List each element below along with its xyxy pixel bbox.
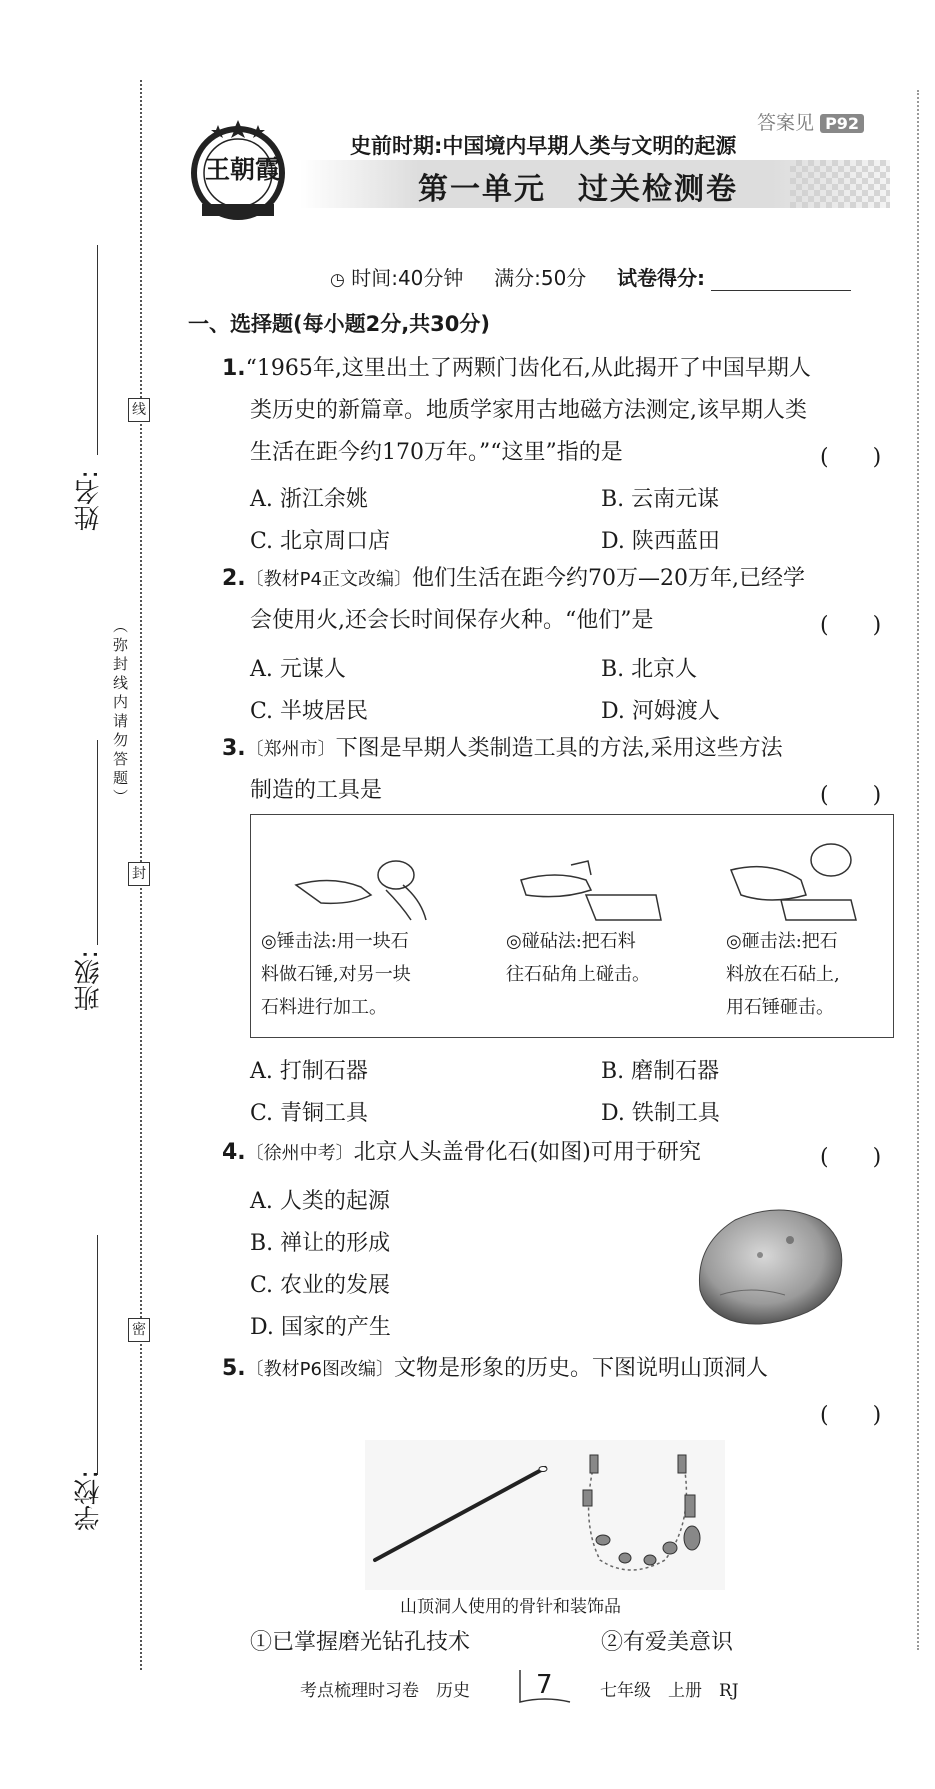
class-underline [97,740,98,945]
name-underline [97,245,98,455]
caption-line: 料放在石砧上, [726,964,840,985]
school-label: 学校: [74,1470,104,1531]
question-number: 4. [222,1140,246,1165]
caption-line: ◎碰砧法:把石料 [506,931,636,952]
option-c[interactable]: C. 半坡居民 [250,699,369,724]
question-tag: 〔徐州中考〕 [245,1143,354,1164]
seal-mi-mark: 密 [128,1318,150,1342]
figure-caption: 山顶洞人使用的骨针和装饰品 [400,1597,621,1617]
question-2 [222,558,805,601]
option-b[interactable]: B. 北京人 [601,657,698,682]
answer-paren[interactable]: ( ) [820,1145,882,1170]
question-tag: 〔教材P6图改编〕 [245,1359,394,1380]
name-label: 姓名: [74,470,104,531]
option-b[interactable]: B. 禅让的形成 [250,1231,391,1256]
question-tag: 〔教材P4正文改编〕 [245,569,412,590]
question-text-line: “1965年,这里出土了两颗门齿化石,从此揭开了中国早期人 [245,356,811,381]
full-score-text: 满分:50分 [494,266,587,290]
skull-fossil-image [690,1195,850,1335]
answer-paren[interactable]: ( ) [820,445,882,470]
score-blank[interactable] [711,270,851,291]
question-text-line: 他们生活在距今约70万—20万年,已经学 [411,566,805,591]
page-title: 第一单元 过关检测卷 [418,172,738,207]
footer-right: 七年级 上册 RJ [600,1681,739,1701]
question-text-line: 生活在距今约170万年。”“这里”指的是 [250,440,623,465]
caption-line: 用石锤砸击。 [726,997,834,1018]
option-c[interactable]: C. 青铜工具 [250,1101,369,1126]
option-c[interactable]: C. 农业的发展 [250,1273,391,1298]
anvil-method-caption [506,925,650,991]
caption-line: ◎锤击法:用一块石 [261,931,409,952]
school-underline [97,1235,98,1475]
option-d[interactable]: D. 国家的产生 [250,1315,391,1340]
question-text-line: 类历史的新篇章。地质学家用古地磁方法测定,该早期人类 [250,398,807,423]
right-dotted-line [917,90,919,1650]
question-number: 3. [222,736,246,761]
seal-notice: （弥封线内请勿答题） [111,618,129,808]
seal-feng-mark: 封 [128,862,150,886]
option-a[interactable]: A. 打制石器 [250,1059,368,1084]
option-d[interactable]: D. 河姆渡人 [601,699,720,724]
bipolar-method-caption [726,925,840,1024]
time-text: 时间:40分钟 [351,266,464,290]
page-subtitle: 史前时期:中国境内早期人类与文明的起源 [350,134,737,158]
question-text-line: 下图是早期人类制造工具的方法,采用这些方法 [335,736,783,761]
answer-paren[interactable]: ( ) [820,1403,882,1428]
anvil-method-illustration [516,835,666,925]
answer-paren[interactable]: ( ) [820,783,882,808]
bipolar-method-illustration [721,825,871,925]
clock-icon: ◷ [330,270,345,290]
exam-meta [330,262,851,291]
option-b[interactable]: B. 云南元谋 [601,487,720,512]
question-tag: 〔郑州市〕 [245,739,336,760]
answer-paren[interactable]: ( ) [820,613,882,638]
statement-1[interactable]: ①已掌握磨光钻孔技术 [250,1630,471,1655]
question-number: 5. [222,1356,246,1381]
question-4 [222,1132,701,1175]
class-label: 班级: [74,950,104,1011]
caption-line: 往石砧角上碰击。 [506,964,650,985]
question-5 [222,1348,768,1391]
footer-left: 考点梳理时习卷 历史 [300,1681,470,1701]
tool-methods-figure [250,814,894,1038]
score-label: 试卷得分: [617,266,706,290]
answer-reference [757,108,864,135]
question-1 [222,348,811,390]
seal-line-mark: 线 [128,398,150,422]
header-checker-pattern [790,160,890,208]
bone-needle-and-ornaments-image [365,1440,725,1590]
option-a[interactable]: A. 元谋人 [250,657,346,682]
question-text-line: 会使用火,还会长时间保存火种。“他们”是 [250,608,654,633]
answer-ref-page: P92 [820,114,864,133]
caption-line: ◎砸击法:把石 [726,931,838,952]
option-d[interactable]: D. 陕西蓝田 [601,529,720,554]
caption-line: 料做石锤,对另一块 [261,964,411,985]
question-3 [222,728,783,771]
option-b[interactable]: B. 磨制石器 [601,1059,720,1084]
page-number: 7 [536,1670,553,1700]
option-c[interactable]: C. 北京周口店 [250,529,391,554]
brand-logo-text: 王朝霞 [205,155,281,184]
question-text-line: 文物是形象的历史。下图说明山顶洞人 [393,1356,768,1381]
option-a[interactable]: A. 人类的起源 [250,1189,390,1214]
question-text-line: 北京人头盖骨化石(如图)可用于研究 [353,1140,701,1165]
option-d[interactable]: D. 铁制工具 [601,1101,720,1126]
option-a[interactable]: A. 浙江余姚 [250,487,368,512]
hammer-method-caption [261,925,411,1024]
section-title: 一、选择题(每小题2分,共30分) [188,312,491,336]
answer-ref-label: 答案见 [757,112,815,134]
statement-2[interactable]: ②有爱美意识 [601,1630,734,1655]
caption-line: 石料进行加工。 [261,997,387,1018]
hammer-method-illustration [291,835,441,925]
question-number: 1. [222,356,246,381]
question-number: 2. [222,566,246,591]
question-text-line: 制造的工具是 [250,778,383,803]
